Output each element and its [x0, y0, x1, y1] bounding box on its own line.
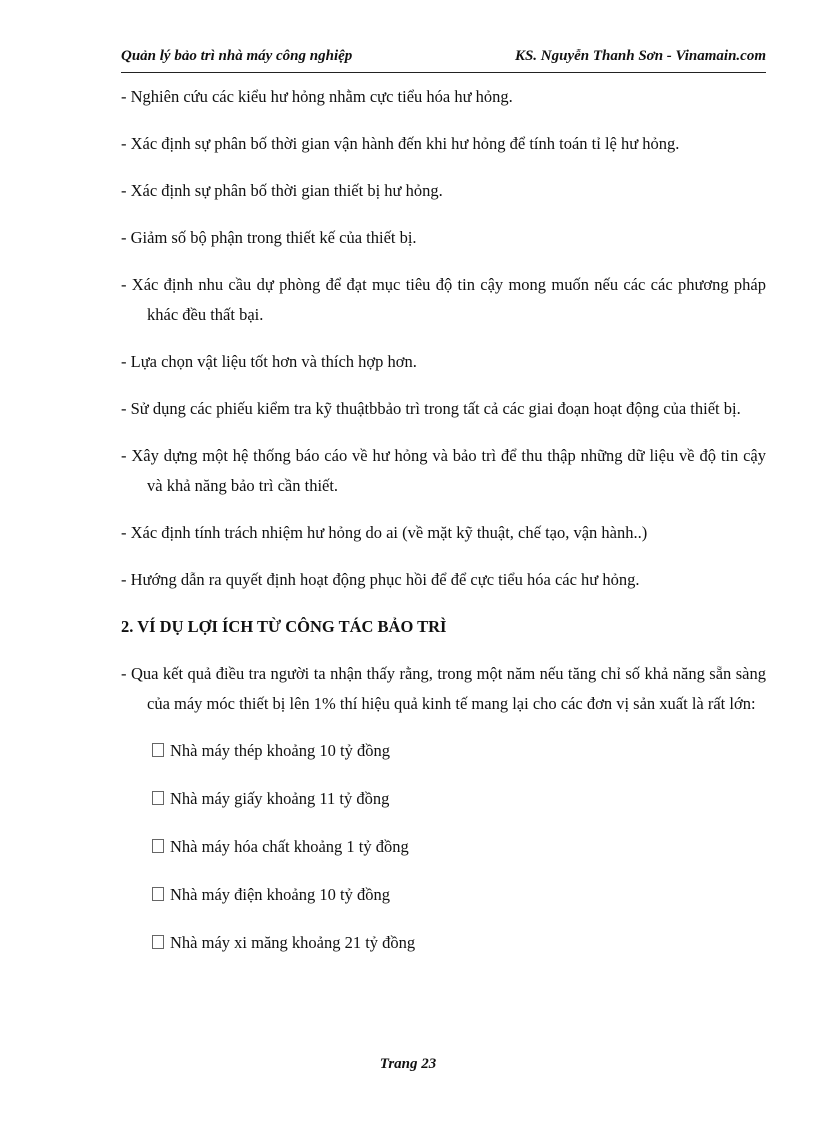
- checkbox-square-icon: [152, 839, 164, 853]
- list-item: [152, 928, 766, 958]
- paragraph-2: - Xác định sự phân bố thời gian vận hành đến khi hư hỏng để tính toán tỉ lệ hư hỏng.: [121, 134, 680, 153]
- list-item: [152, 736, 766, 766]
- paragraph-3: - Xác định sự phân bố thời gian thiết bị hư hỏng.: [121, 181, 443, 200]
- list-item-text: Nhà máy hóa chất khoảng 1 tỷ đồng: [170, 837, 409, 856]
- paragraph-8: - Xây dựng một hệ thống báo cáo về hư hỏng và bảo trì để thu thập những dữ liệu về độ tin cậy và khả năng bảo trì cần thiết.: [121, 446, 766, 495]
- paragraph-9: - Xác định tính trách nhiệm hư hỏng do ai (về mặt kỹ thuật, chế tạo, vận hành..): [121, 523, 648, 542]
- section-intro: - Qua kết quả điều tra người ta nhận thấy rằng, trong một năm nếu tăng chỉ số khả năng sẵn sàng của máy móc thiết bị lên 1% thí hiệu quả kinh tế mang lại cho các đơn vị sản xuất là rất lớn:: [121, 664, 766, 713]
- section-heading: 2. VÍ DỤ LỢI ÍCH TỪ CÔNG TÁC BẢO TRÌ: [121, 617, 447, 636]
- paragraph-1: - Nghiên cứu các kiểu hư hỏng nhằm cực tiểu hóa hư hỏng.: [121, 87, 513, 106]
- list-item: [152, 832, 766, 862]
- page-content: [121, 82, 766, 976]
- page-number: Trang 23: [379, 1056, 437, 1072]
- checkbox-square-icon: [152, 743, 164, 757]
- paragraph-7: - Sử dụng các phiếu kiểm tra kỹ thuậtbbảo trì trong tất cả các giai đoạn hoạt động của thiết bị.: [121, 399, 741, 418]
- list-item-text: Nhà máy xi măng khoảng 21 tỷ đồng: [170, 933, 416, 952]
- list-item: [152, 784, 766, 814]
- header-author: KS. Nguyễn Thanh Sơn - Vinamain.com: [514, 48, 766, 64]
- header-title: Quản lý bảo trì nhà máy công nghiệp: [121, 48, 353, 64]
- paragraph-10: - Hướng dẫn ra quyết định hoạt động phục hồi để để cực tiểu hóa các hư hỏng.: [121, 570, 640, 589]
- checkbox-square-icon: [152, 791, 164, 805]
- list-item-text: Nhà máy thép khoảng 10 tỷ đồng: [170, 741, 390, 760]
- checkbox-square-icon: [152, 887, 164, 901]
- paragraph-4: - Giảm số bộ phận trong thiết kế của thiết bị.: [121, 228, 417, 247]
- list-item-text: Nhà máy giấy khoảng 11 tỷ đồng: [170, 789, 390, 808]
- page-header: [121, 46, 766, 73]
- paragraph-6: - Lựa chọn vật liệu tốt hơn và thích hợp hơn.: [121, 352, 417, 371]
- checkbox-square-icon: [152, 935, 164, 949]
- list-item: [152, 880, 766, 910]
- paragraph-5: - Xác định nhu cầu dự phòng để đạt mục tiêu độ tin cậy mong muốn nếu các các phương pháp khác đều thất bại.: [121, 275, 766, 324]
- list-item-text: Nhà máy điện khoảng 10 tỷ đồng: [170, 885, 390, 904]
